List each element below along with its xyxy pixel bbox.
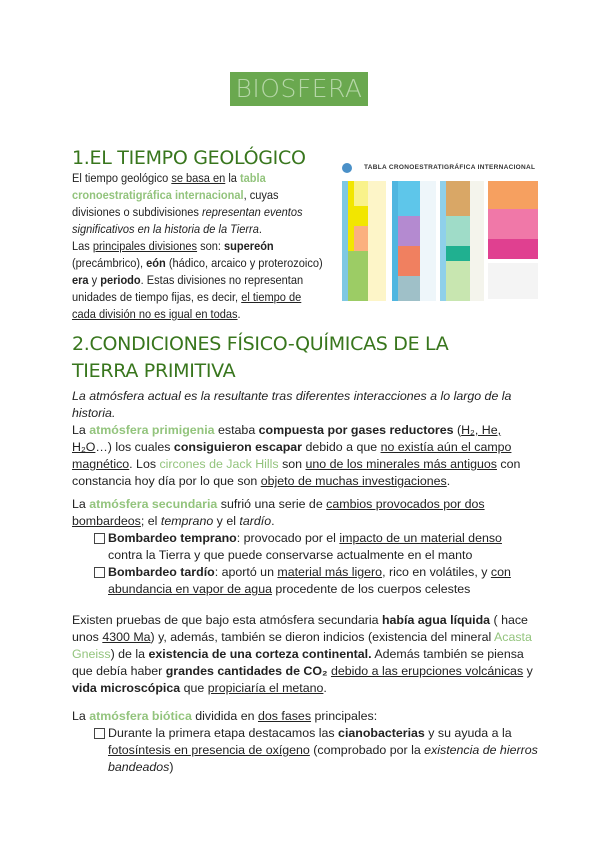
text-run: . (237, 307, 241, 321)
highlighted-term: atmósfera secundaria (89, 497, 218, 511)
text-run: , cuyas (243, 188, 279, 202)
text-run: …) los cuales (95, 440, 174, 454)
text-run: . (323, 681, 327, 695)
underlined-text: abundancia en vapor de agua (108, 582, 272, 596)
italic-text: significativos en la historia de la Tierra (72, 222, 259, 236)
text-line (108, 742, 538, 759)
text-run: Además también se piensa (371, 647, 524, 661)
text-run: Durante la primera etapa destacamos las (108, 726, 339, 740)
paragraph-atmosfera-primigenia (72, 388, 520, 490)
bold-text: Bombardeo temprano (108, 531, 237, 545)
italic-text: temprano (160, 514, 214, 528)
text-line (72, 663, 533, 680)
underlined-text: cambios provocados por dos (326, 497, 485, 511)
text-line (72, 204, 323, 221)
text-run: estaba (214, 423, 259, 437)
text-run: Las (72, 239, 93, 253)
bold-text: vida microscópica (72, 681, 181, 695)
text-line (72, 708, 377, 725)
text-run: , rico en volátiles, y (382, 565, 491, 579)
text-run: : aportó un (214, 565, 278, 579)
text-line (72, 187, 323, 204)
chart-column (440, 181, 484, 301)
italic-text: representan eventos (201, 205, 303, 219)
bold-text: compuesta por gases reductores (258, 423, 454, 437)
italic-text: existencia de hierros (424, 743, 538, 757)
text-run: . (271, 514, 275, 528)
text-run: . (446, 474, 451, 488)
chart-column (392, 181, 436, 301)
highlighted-term: atmósfera primigenia (89, 423, 215, 437)
bold-text: había agua líquida (381, 613, 491, 627)
text-run: que (180, 681, 208, 695)
list-item (72, 530, 511, 564)
checkbox-bullet-icon[interactable] (94, 533, 105, 544)
bold-text: periodo (100, 273, 141, 287)
bold-text: consiguieron escapar (173, 440, 303, 454)
highlighted-term: atmósfera biótica (89, 709, 192, 723)
text-line (72, 646, 533, 663)
bold-text: grandes cantidades de CO₂ (165, 664, 328, 678)
text-line (72, 255, 323, 272)
underlined-text: impacto de un material denso (339, 531, 502, 545)
text-run: son (278, 457, 306, 471)
text-run: . (258, 222, 262, 236)
checkbox-bullet-icon[interactable] (94, 567, 105, 578)
bold-text: eón (146, 256, 166, 270)
section-2-heading (72, 331, 448, 385)
text-run: ( hace (490, 613, 528, 627)
text-run: divisiones o subdivisiones (72, 205, 202, 219)
underlined-text: propiciaría el metano (207, 681, 324, 695)
bold-text: cianobacterias (338, 726, 425, 740)
text-line (72, 289, 323, 306)
section-1-heading: 1.EL TIEMPO GEOLÓGICO (72, 147, 306, 169)
text-line (72, 405, 520, 422)
bold-text: supereón (224, 239, 274, 253)
text-run: unos (72, 630, 103, 644)
list-item (72, 564, 511, 598)
underlined-text: objeto de muchas investigaciones (260, 474, 447, 488)
text-run: ) de la (110, 647, 149, 661)
text-run: Existen pruebas de que bajo esta atmósfera secundaria (72, 613, 382, 627)
text-line (72, 439, 520, 456)
underlined-text: debido a las erupciones volcánicas (330, 664, 524, 678)
text-line (108, 725, 538, 742)
underlined-text: principales divisiones (92, 239, 198, 253)
text-line (72, 612, 533, 629)
section-2-heading-line: TIERRA PRIMITIVA (72, 360, 236, 382)
italic-text: tardío (239, 514, 272, 528)
text-line (108, 564, 511, 581)
text-run: La (72, 423, 90, 437)
highlighted-term: Acasta (493, 630, 532, 644)
underlined-text: se basa en (171, 171, 226, 185)
section-1-text (72, 170, 323, 323)
bold-text: era (72, 273, 89, 287)
text-run: contra la Tierra y que puede conservarse actualmente en el manto (108, 548, 473, 562)
text-line (72, 456, 520, 473)
underlined-text: bombardeos (72, 514, 141, 528)
text-run: El tiempo geológico (72, 171, 172, 185)
paragraph-atmosfera-biotica (72, 708, 377, 725)
chronostratigraphic-chart-image (340, 163, 540, 313)
highlighted-term: tabla (239, 171, 266, 185)
text-run: : provocado por el (236, 531, 340, 545)
biotica-list (72, 725, 538, 776)
underlined-text: H₂O (72, 440, 96, 454)
underlined-text: el tiempo de (241, 290, 302, 304)
underlined-text: material más ligero (277, 565, 383, 579)
highlighted-term: circones de Jack Hills (159, 457, 279, 471)
section-2-heading-line: 2.CONDICIONES FÍSICO-QUÍMICAS DE LA (72, 333, 449, 355)
paragraph-agua-liquida (72, 612, 533, 697)
bombardeo-list (72, 530, 511, 598)
text-line (72, 306, 323, 323)
text-line (72, 238, 323, 255)
text-run: (precámbrico), (72, 256, 147, 270)
text-run: La (72, 709, 90, 723)
text-line (72, 513, 485, 530)
text-run: (hádico, arcaico y proterozoico) (165, 256, 323, 270)
text-run: ( (453, 423, 462, 437)
text-run: la (225, 171, 240, 185)
text-line (72, 473, 520, 490)
text-line (72, 388, 520, 405)
underlined-text: fotosíntesis en presencia de oxígeno (108, 743, 310, 757)
text-run: y (88, 273, 101, 287)
text-line (72, 272, 323, 289)
text-line (72, 422, 520, 439)
text-line (108, 581, 511, 598)
chart-image-title: TABLA CRONOESTRATIGRÁFICA INTERNACIONAL (364, 164, 536, 171)
text-line (72, 170, 323, 187)
text-run: y su ayuda a la (424, 726, 512, 740)
text-run: ; el (140, 514, 161, 528)
list-item (72, 725, 538, 776)
text-run: . Estas divisiones no representan (140, 273, 304, 287)
italic-text: La atmósfera actual es la resultante tras diferentes interacciones a lo largo de la (72, 389, 512, 403)
underlined-text: no existía aún el campo (380, 440, 512, 454)
paragraph-atmosfera-secundaria (72, 496, 485, 530)
underlined-text: dos fases (257, 709, 312, 723)
text-run: son: (197, 239, 225, 253)
underlined-text: uno de los minerales más antiguos (305, 457, 497, 471)
text-run: . Los (129, 457, 160, 471)
underlined-text: con (490, 565, 511, 579)
text-run: constancia hoy día por lo que son (72, 474, 261, 488)
text-run: dividida en (191, 709, 258, 723)
bold-text: existencia de una corteza continental. (148, 647, 372, 661)
text-line (72, 496, 485, 513)
text-run: (comprobado por la (309, 743, 425, 757)
text-run: La (72, 497, 90, 511)
italic-text: bandeados (108, 760, 170, 774)
globe-logo-icon (342, 163, 352, 173)
highlighted-term: Gneiss (72, 647, 111, 661)
text-line (72, 221, 323, 238)
text-line (108, 547, 511, 564)
checkbox-bullet-icon[interactable] (94, 728, 105, 739)
text-run: unidades de tiempo fijas, es decir, (72, 290, 242, 304)
text-run: ) y, además, también se dieron indicios (existencia del mineral (150, 630, 494, 644)
bold-text: Bombardeo tardío (108, 565, 215, 579)
text-run: sufrió una serie de (217, 497, 327, 511)
text-line (108, 759, 538, 776)
highlighted-term: cronoestratigráfica internacional (72, 188, 244, 202)
text-line (72, 629, 533, 646)
text-run: y (523, 664, 533, 678)
underlined-text: cada división no es igual en todas (72, 307, 238, 321)
italic-text: historia. (72, 406, 116, 420)
chart-column (342, 181, 386, 301)
document-title: BIOSFERA (230, 72, 368, 106)
underlined-text: magnético (72, 457, 130, 471)
text-run: y el (213, 514, 240, 528)
text-line (108, 530, 511, 547)
text-run: principales: (311, 709, 378, 723)
text-run: procedente de los cuerpos celestes (271, 582, 471, 596)
text-run: ) (169, 760, 174, 774)
text-run: con (496, 457, 521, 471)
text-line (72, 680, 533, 697)
text-run: que debía haber (72, 664, 166, 678)
text-run: debido a que (302, 440, 381, 454)
underlined-text: H₂, He, (461, 423, 502, 437)
underlined-text: 4300 Ma (102, 630, 151, 644)
chart-column (488, 181, 538, 301)
